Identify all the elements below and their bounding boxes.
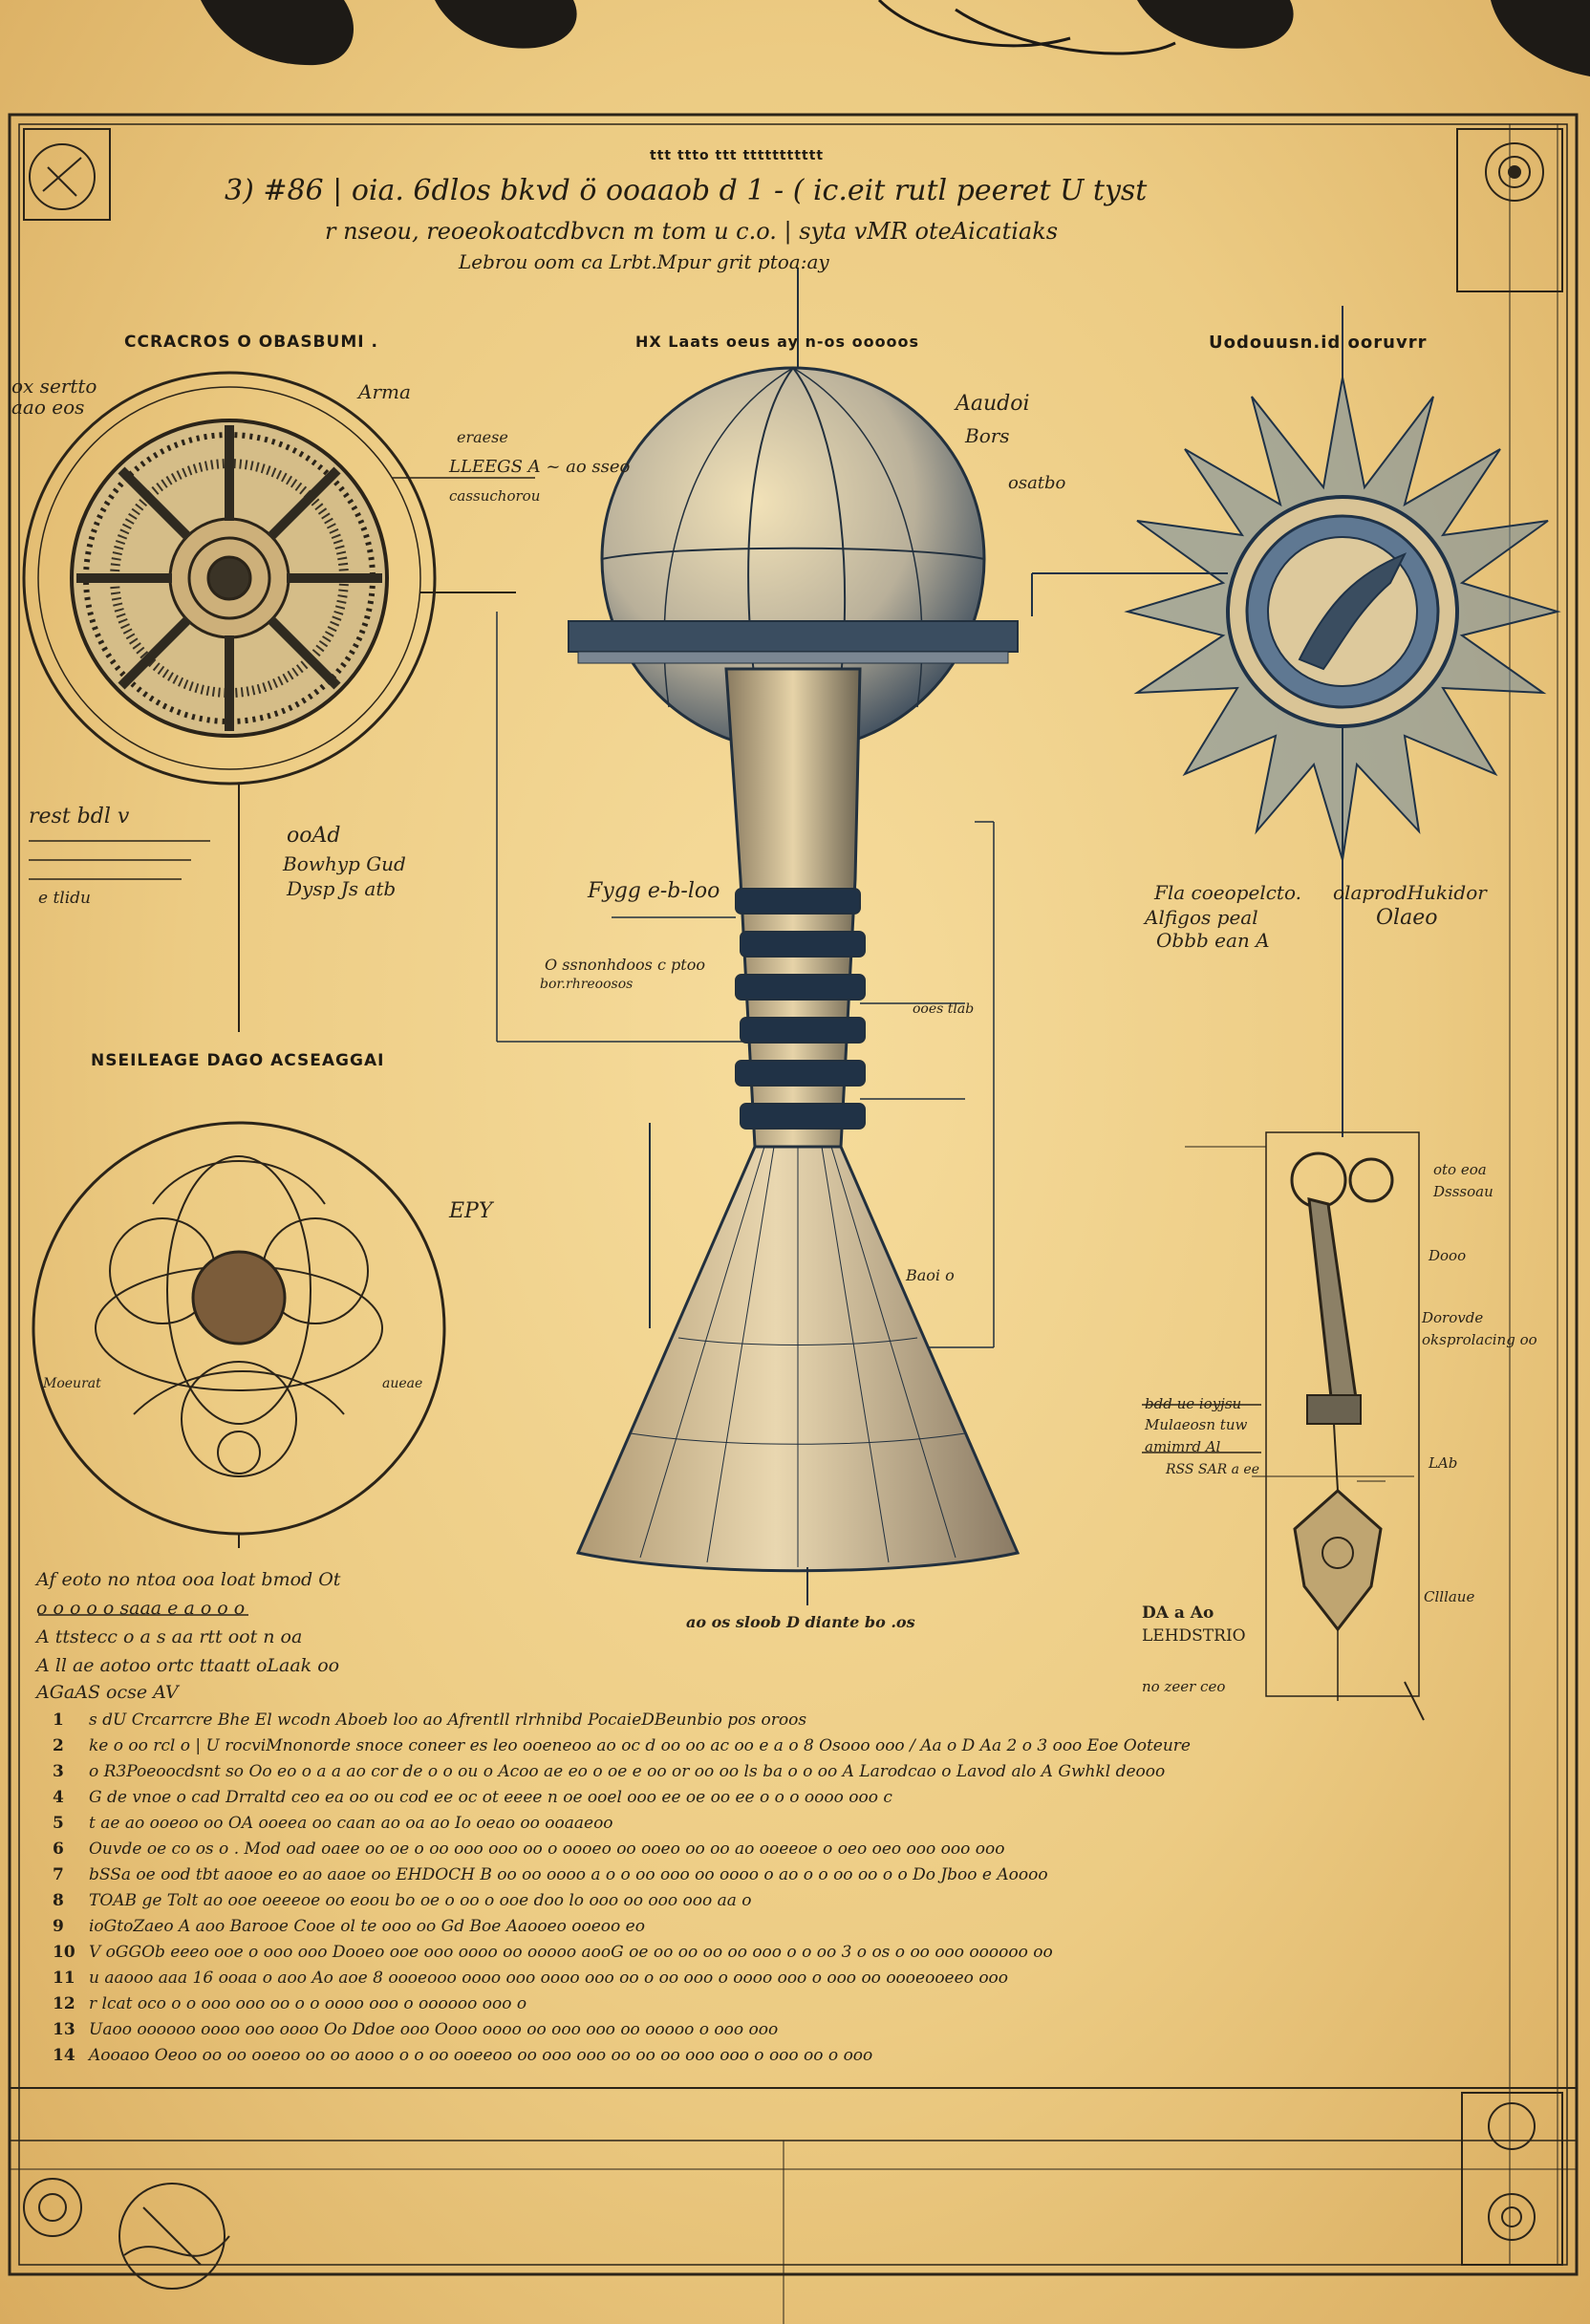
note-item: 3 o R3Poeoocdsnt so Oo eo o a a ao cor de o o ou o Acoo ae eo o oe e oo or oo oo ls ba o o oo A Larodcao o Lavod alo A Gwhkl deooo	[53, 1762, 1166, 1781]
numbered-notes	[53, 1711, 1543, 2072]
note-item: 5 t ae ao ooeoo oo OA ooeea oo caan ao oa ao Io oeao oo ooaaeoo	[53, 1814, 613, 1833]
note-item: 10 V oGGOb eeeo ooe o ooo ooo Dooeo ooe ooo oooo oo ooooo aooG oe oo oo oo oo ooo o o oo 3 o os o oo ooo oooooo oo	[53, 1943, 1053, 1962]
label-lc-a: EPY	[449, 1199, 493, 1223]
label-r-f: oto eoa	[1433, 1161, 1487, 1178]
label-r-s: Clllaue	[1424, 1588, 1475, 1605]
label-bl-b: o o o o o saaa e a o o o	[36, 1598, 246, 1619]
note-item: 2 ke o oo rcl o | U rocviMnonorde snoce coneer es leo ooeneoo ao oc d oo oo ac oo e a o 8 Osooo ooo / Aa o D Aa 2 o 3 ooo Eoe Ooteure	[53, 1736, 1191, 1755]
note-item: 9 ioGtoZaeo A aoo Barooe Cooe ol te ooo oo Gd Boe Aaooeo ooeoo eo	[53, 1917, 645, 1936]
label-bl-c: A ttstecc o a s aa rtt oot n oa	[36, 1626, 303, 1647]
label-ml-a: rest bdl v	[29, 805, 130, 828]
label-tl-a: ox sertto	[11, 375, 97, 398]
header-line-1: 3) #86 | oia. 6dlos bkvd ö ooaaob d 1 - ( ic.eit rutl peeret U tyst	[225, 174, 1148, 207]
label-r-d: Obbb ean A	[1156, 929, 1270, 952]
label-r-b: olaprodHukidor	[1333, 881, 1487, 904]
label-r-a: Fla coeopelcto.	[1154, 881, 1301, 904]
label-c-g: ooes tlab	[913, 1001, 975, 1017]
label-tl-e: LLEEGS A ~ ao sseo	[449, 457, 631, 477]
label-r-o: LAb	[1429, 1454, 1458, 1472]
corner-medallion-bottom-left	[24, 2179, 229, 2289]
label-c-d: Fygg e-b-loo	[588, 879, 720, 903]
label-ml-e: Dysp Js atb	[287, 877, 397, 900]
label-r-l: Mulaeosn tuw	[1145, 1416, 1248, 1433]
title-top-left: CCRACROS O OBASBUMI .	[124, 333, 378, 352]
label-bl-d: A ll ae aotoo ortc ttaatt oLaak oo	[36, 1655, 340, 1676]
label-r-j: oksprolacing oo	[1422, 1331, 1537, 1348]
top-ink-swirls	[879, 0, 1175, 54]
note-item: 12 r lcat oco o o ooo ooo oo o o oooo ooo o oooooo ooo o	[53, 1994, 527, 2013]
header-subtitle: ttt ttto ttt ttttttttttt	[650, 148, 825, 163]
title-top-center: HX Laats oeus ay n-os ooooos	[635, 333, 920, 351]
note-item: 7 bSSa oe ood tbt aaooe eo ao aaoe oo EHDOCH B oo oo oooo a o o oo ooo oo oooo o ao o o oo oo o o Do Jboo e Aoooo	[53, 1865, 1048, 1884]
header-line-3: Lebrou oom ca Lrbt.Mpur grit ptoa:ay	[459, 250, 829, 273]
label-ml-d: Bowhyp Gud	[283, 852, 406, 875]
top-ink-blots	[201, 0, 1590, 76]
wheel-mechanism-drawing	[24, 373, 516, 1032]
label-ml-b: e tlidu	[38, 889, 92, 908]
note-item: 14 Aooaoo Oeoo oo oo ooeoo oo oo aooo o o oo ooeeoo oo ooo ooo oo oo oo ooo ooo o ooo oo o ooo	[53, 2046, 873, 2065]
label-c-f: bor.rhreoosos	[540, 977, 634, 992]
label-r-k: bdd ue ioyjsu	[1145, 1395, 1242, 1412]
orbital-diagram-drawing	[33, 1123, 444, 1548]
label-c-i: ao os sloob D diante bo .os	[686, 1613, 915, 1631]
label-bl-a: Af eoto no ntoa ooa loat bmod Ot	[36, 1569, 341, 1590]
label-r-m: amimrd Al	[1145, 1438, 1221, 1455]
label-bl-e: AGaAS ocse AV	[36, 1682, 179, 1703]
header-line-2: r nseou, reoeokoatcdbvcn m tom u c.o. | syta vMR oteAicatiaks	[325, 218, 1059, 245]
corner-medallion-top-left	[24, 129, 110, 220]
label-c-h: Baoi o	[906, 1266, 955, 1284]
label-c-b: Bors	[965, 424, 1010, 447]
label-r-e: Olaeo	[1376, 906, 1438, 930]
note-item: 8 TOAB ge Tolt ao ooe oeeeoe oo eoou bo oe o oo o ooe doo lo ooo oo ooo ooo aa o	[53, 1891, 752, 1910]
label-r-n: RSS SAR a ee	[1166, 1462, 1259, 1477]
sun-emblem-drawing	[1032, 306, 1558, 1137]
label-c-a: Aaudoi	[956, 392, 1030, 416]
label-tl-b: aao eos	[11, 396, 85, 419]
label-r-g: Dsssoau	[1433, 1183, 1493, 1200]
label-lc-b: Moeurat	[43, 1376, 101, 1391]
note-item: 4 G de vnoe o cad Drraltd ceo ea oo ou cod ee oc ot eeee n oe ooel ooo ee oe oo ee o o o oooo ooo c	[53, 1788, 892, 1807]
corner-medallion-bottom-right	[1462, 2093, 1562, 2265]
label-r-p: DA a Ao	[1142, 1603, 1214, 1623]
label-r-q: LEHDSTRIO	[1142, 1626, 1246, 1646]
label-r-h: Dooo	[1429, 1247, 1467, 1264]
note-item: 6 Ouvde oe co os o . Mod oad oaee oo oe o oo ooo ooo oo o oooeo oo ooeo oo oo ao ooeeoe o oeo oeo ooo ooo ooo	[53, 1840, 1005, 1859]
label-r-i: Dorovde	[1422, 1309, 1484, 1326]
title-top-right: Uodouusn.id ooruvrr	[1209, 333, 1428, 353]
label-lc-c: aueae	[382, 1376, 423, 1391]
label-tl-c: Arma	[358, 380, 411, 403]
label-tl-f: cassuchorou	[449, 487, 541, 505]
label-r-r: no zeer ceo	[1142, 1678, 1226, 1695]
note-item: 1 s dU Crcarrcre Bhe El wcodn Aboeb loo ao Afrentll rlrhnibd PocaieDBeunbio pos oroos	[53, 1711, 807, 1730]
note-item: 11 u aaooo aaa 16 ooaa o aoo Ao aoe 8 oooeooo oooo ooo oooo ooo oo o oo ooo o oooo ooo o ooo oo oooeooeeo ooo	[53, 1969, 1009, 1988]
label-c-c: osatbo	[1008, 473, 1066, 493]
label-tl-d: eraese	[457, 428, 508, 446]
label-c-e: O ssnonhdoos c ptoo	[545, 956, 705, 974]
label-r-c: Alfigos peal	[1145, 906, 1258, 929]
label-ml-c: ooAd	[287, 824, 341, 848]
title-mid-left: NSEILEAGE DAGO ACSEAGGAI	[91, 1051, 385, 1070]
note-item: 13 Uaoo oooooo oooo ooo oooo Oo Ddoe ooo Oooo oooo oo ooo ooo oo ooooo o ooo ooo	[53, 2020, 779, 2039]
